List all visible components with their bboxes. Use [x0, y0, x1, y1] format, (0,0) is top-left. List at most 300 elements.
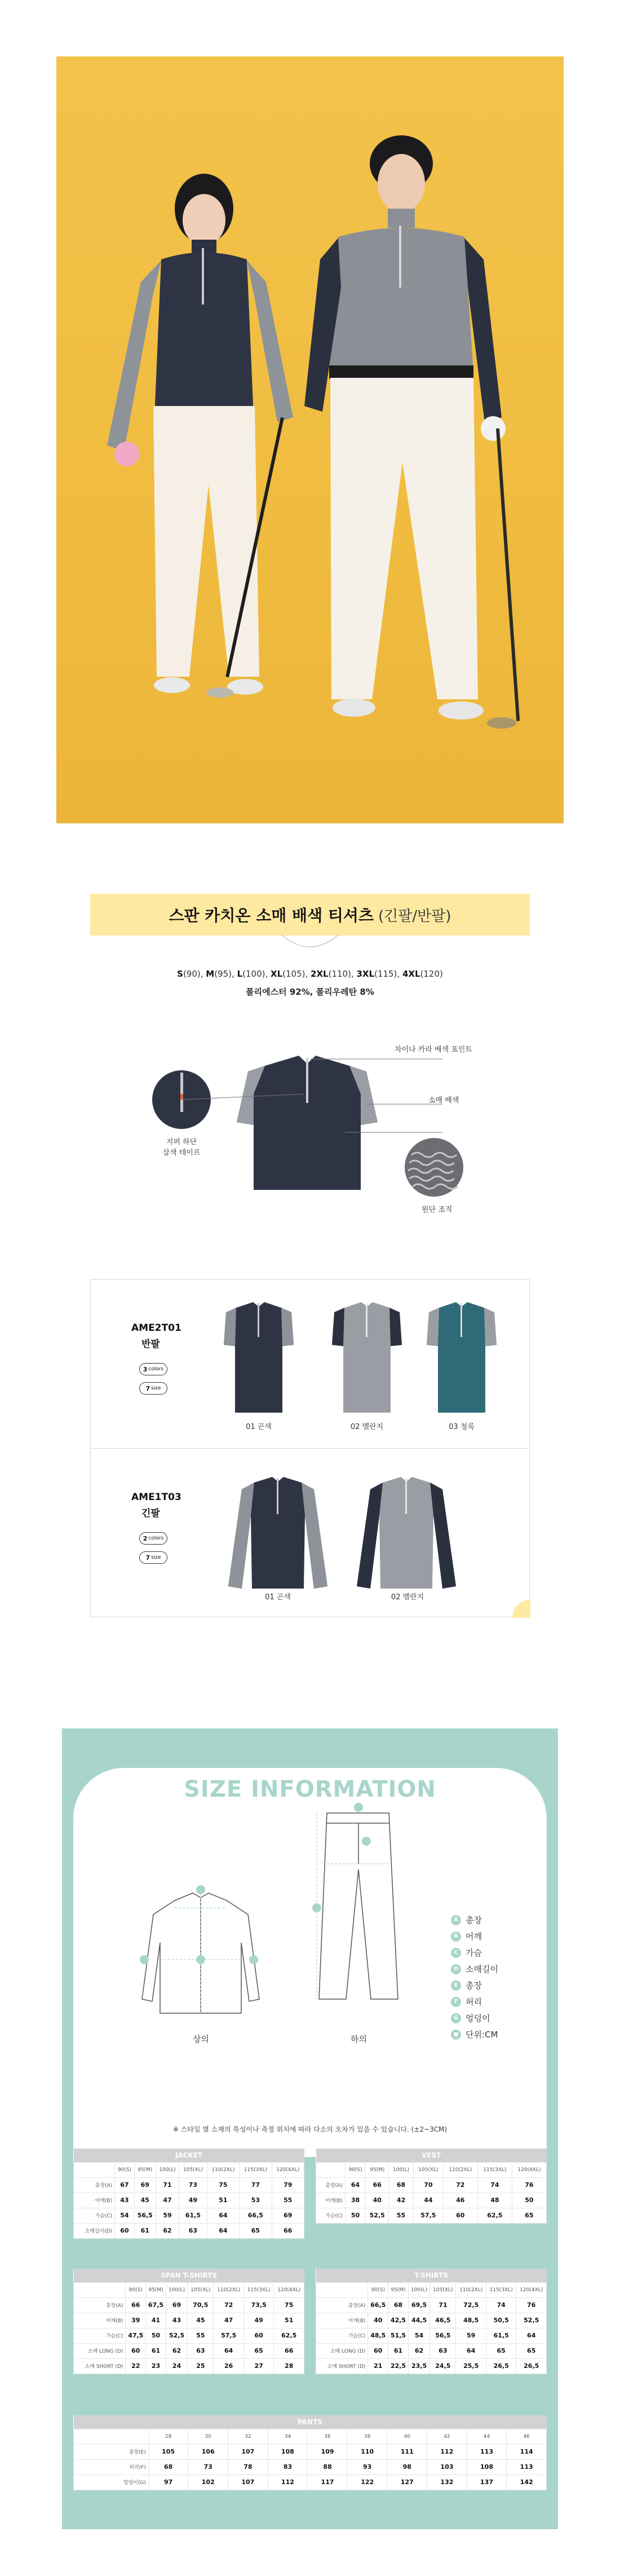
table-row: [74, 2313, 304, 2328]
table-cell: 65: [486, 2343, 516, 2358]
table-cell: 43: [115, 2193, 134, 2208]
table-cell: 60: [443, 2208, 477, 2223]
table-cell: 142: [507, 2474, 547, 2490]
header-cell: 42: [427, 2429, 467, 2444]
table-cell: 55: [188, 2328, 214, 2343]
header-cell: 100(L): [389, 2162, 414, 2177]
size-4xl: 4XL(120): [402, 969, 443, 979]
header-cell: 36: [308, 2429, 348, 2444]
table-cell: 21: [368, 2358, 388, 2374]
vest-size-table: [316, 2149, 547, 2224]
table-cell: 83: [268, 2459, 308, 2474]
bottom-label: 하의: [351, 2034, 367, 2044]
table-cell: 43: [166, 2313, 187, 2328]
zipper-label: 지퍼 하단 삼색 테이프: [162, 1138, 201, 1157]
table-cell: 69,5: [408, 2297, 429, 2313]
table-cell: 56,5: [134, 2208, 156, 2223]
jacket-size-table: [73, 2149, 304, 2239]
table-header-row: [316, 2282, 547, 2297]
table-cell: 42,5: [388, 2313, 409, 2328]
table-cell: 105: [148, 2444, 188, 2459]
table-cell: 가슴(C): [316, 2328, 368, 2343]
table-header-row: [316, 2162, 547, 2177]
table-cell: 106: [188, 2444, 228, 2459]
table-cell: 26,5: [516, 2358, 547, 2374]
table-cell: 총장(E): [74, 2444, 149, 2459]
table-cell: 66: [366, 2177, 389, 2193]
size-badge: 7 size: [139, 1382, 167, 1395]
table-cell: 61: [134, 2223, 156, 2238]
size-badge: 7 size: [139, 1551, 167, 1564]
product-kind: 긴팔: [141, 1508, 160, 1519]
colors-badge: 2 colors: [139, 1532, 167, 1545]
legend-item: E 총장: [451, 1977, 498, 1993]
table-cell: 65: [512, 2208, 546, 2223]
header-cell: 120(4XL): [512, 2162, 546, 2177]
man-figure: [304, 135, 520, 729]
header-cell: 28: [148, 2429, 188, 2444]
table-cell: 64: [456, 2343, 486, 2358]
table-cell: 57,5: [413, 2208, 443, 2223]
table-cell: 72: [214, 2297, 243, 2313]
table-cell: 107: [228, 2444, 268, 2459]
size-information-section: [62, 1728, 558, 2529]
size-s: S(90): [177, 969, 201, 979]
table-cell: 71: [430, 2297, 456, 2313]
header-cell: 120(4XL): [516, 2282, 547, 2297]
table-header-row: [74, 2162, 304, 2177]
table-cell: 44,5: [408, 2313, 429, 2328]
table-cell: 103: [427, 2459, 467, 2474]
header-cell: 105(XL): [430, 2282, 456, 2297]
table-cell: 소매길이(D): [74, 2223, 115, 2238]
header-cell: 46: [507, 2429, 547, 2444]
table-cell: 69: [134, 2177, 156, 2193]
size-note: ※ 스타일 별 소재의 특성이나 측정 위치에 따라 다소의 오차가 있을 수 있습니다. (±2~3CM): [172, 2125, 448, 2133]
fabric-label: 원단 조직: [422, 1206, 453, 1214]
table-cell: 총장(A): [74, 2297, 126, 2313]
table-cell: 75: [274, 2297, 304, 2313]
size-xl: XL(105): [271, 969, 305, 979]
table-cell: 25,5: [456, 2358, 486, 2374]
variant-caption: 01 곤색: [265, 1593, 291, 1602]
table-cell: 68: [148, 2459, 188, 2474]
table-cell: 67: [115, 2177, 134, 2193]
table-cell: 50: [345, 2208, 366, 2223]
shirt-ame1t03-navy-icon: [228, 1477, 327, 1589]
corner-stamp-icon: [502, 1590, 530, 1618]
table-row: [74, 2474, 547, 2490]
product-row-long-sleeve: [91, 1449, 529, 1617]
table-cell: 52,5: [516, 2313, 547, 2328]
table-cell: 24,5: [430, 2358, 456, 2374]
shirt-ame2t01-teal-icon: [427, 1302, 497, 1413]
table-cell: 63: [430, 2343, 456, 2358]
table-row: [74, 2208, 304, 2223]
table-cell: 76: [512, 2177, 546, 2193]
size-range-line: S(90), M(95), L(100), XL(105), 2XL(110), 3XL(115), 4XL(120): [177, 969, 443, 979]
header-cell: [74, 2282, 126, 2297]
table-cell: 62,5: [274, 2328, 304, 2343]
header-cell: 120(4XL): [274, 2282, 304, 2297]
table-cell: 가슴(C): [316, 2208, 346, 2223]
table-cell: 총장(A): [316, 2297, 368, 2313]
table-cell: 23,5: [408, 2358, 429, 2374]
tshirts-size-table: [316, 2269, 547, 2374]
header-cell: 110(2XL): [443, 2162, 477, 2177]
table-cell: 75: [207, 2177, 239, 2193]
shirt-ame2t01-navy-icon: [224, 1302, 294, 1413]
legend-item: ● 단위:CM: [451, 2026, 498, 2043]
collar-label: 차이나 카라 배색 포인트: [395, 1046, 472, 1054]
header-cell: [316, 2282, 368, 2297]
table-cell: 65: [240, 2223, 272, 2238]
table-cell: 65: [516, 2343, 547, 2358]
table-cell: 63: [179, 2223, 207, 2238]
variant-caption: 02 멜란지: [350, 1423, 384, 1431]
table-row: [74, 2223, 304, 2238]
table-title: VEST: [316, 2149, 547, 2162]
table-cell: 73: [179, 2177, 207, 2193]
table-title: JACKET: [74, 2149, 304, 2162]
table-cell: 59: [156, 2208, 179, 2223]
table-cell: 127: [387, 2474, 427, 2490]
table-cell: 73,5: [243, 2297, 273, 2313]
table-cell: 64: [207, 2208, 239, 2223]
pants-size-table: [73, 2415, 547, 2490]
table-cell: 76: [516, 2297, 547, 2313]
table-row: [74, 2459, 547, 2474]
table-cell: 66,5: [240, 2208, 272, 2223]
product-title-band: [90, 894, 530, 936]
table-row: [316, 2208, 547, 2223]
table-cell: 63: [188, 2343, 214, 2358]
table-cell: 54: [115, 2208, 134, 2223]
legend-item: C 가슴: [451, 1944, 498, 1961]
table-cell: 122: [347, 2474, 387, 2490]
header-cell: 115(3XL): [243, 2282, 273, 2297]
table-header-row: [74, 2429, 547, 2444]
table-cell: 22: [126, 2358, 146, 2374]
table-row: [316, 2193, 547, 2208]
table-cell: 50: [512, 2193, 546, 2208]
table-cell: 40: [368, 2313, 388, 2328]
table-cell: 42: [389, 2193, 414, 2208]
table-cell: 48,5: [368, 2328, 388, 2343]
product-code: AME1T03: [131, 1492, 181, 1503]
table-cell: 97: [148, 2474, 188, 2490]
table-cell: 26: [214, 2358, 243, 2374]
table-cell: 48,5: [456, 2313, 486, 2328]
size-l: L(100): [237, 969, 265, 979]
header-cell: 34: [268, 2429, 308, 2444]
product-row-short-sleeve: [91, 1280, 529, 1449]
table-cell: 66: [274, 2343, 304, 2358]
size-3xl: 3XL(115): [356, 969, 397, 979]
table-cell: 68: [389, 2177, 414, 2193]
product-kind: 반팔: [141, 1339, 160, 1350]
table-title: T-SHIRTS: [316, 2269, 547, 2282]
table-row: [74, 2328, 304, 2343]
table-title: PANTS: [74, 2415, 547, 2429]
table-cell: 65: [243, 2343, 273, 2358]
table-cell: 71: [156, 2177, 179, 2193]
table-cell: 112: [268, 2474, 308, 2490]
table-cell: 가슴(C): [74, 2328, 126, 2343]
header-cell: 115(3XL): [486, 2282, 516, 2297]
span-tshirts-size-table: [73, 2269, 304, 2374]
table-cell: 52,5: [366, 2208, 389, 2223]
table-cell: 38: [345, 2193, 366, 2208]
table-cell: 113: [467, 2444, 507, 2459]
table-cell: 55: [389, 2208, 414, 2223]
table-cell: 소매 LONG (D): [74, 2343, 126, 2358]
table-cell: 79: [272, 2177, 304, 2193]
table-cell: 총장(A): [316, 2177, 346, 2193]
table-cell: 49: [243, 2313, 273, 2328]
table-cell: 48: [477, 2193, 512, 2208]
table-cell: 72: [443, 2177, 477, 2193]
table-cell: 45: [188, 2313, 214, 2328]
table-cell: 67,5: [146, 2297, 166, 2313]
table-cell: 110: [347, 2444, 387, 2459]
table-cell: 74: [486, 2297, 516, 2313]
pants-diagram-icon: [319, 1813, 398, 1999]
table-cell: 어깨(B): [74, 2193, 115, 2208]
header-cell: 32: [228, 2429, 268, 2444]
table-header-row: [74, 2282, 304, 2297]
variant-caption: 03 청록: [449, 1423, 475, 1431]
table-cell: 56,5: [430, 2328, 456, 2343]
table-cell: 64: [207, 2223, 239, 2238]
table-cell: 60: [243, 2328, 273, 2343]
table-cell: 98: [387, 2459, 427, 2474]
table-cell: 60: [115, 2223, 134, 2238]
table-cell: 74: [477, 2177, 512, 2193]
table-cell: 62: [166, 2343, 187, 2358]
legend-item: G 엉덩이: [451, 2010, 498, 2026]
header-cell: 30: [188, 2429, 228, 2444]
table-cell: 77: [240, 2177, 272, 2193]
table-cell: 소매 LONG (D): [316, 2343, 368, 2358]
header-cell: 95(M): [146, 2282, 166, 2297]
table-cell: 64: [214, 2343, 243, 2358]
table-cell: 26,5: [486, 2358, 516, 2374]
shirt-ame2t01-melange-icon: [332, 1302, 402, 1413]
table-cell: 57,5: [214, 2328, 243, 2343]
table-cell: 50,5: [486, 2313, 516, 2328]
table-cell: 22,5: [388, 2358, 409, 2374]
product-code: AME2T01: [131, 1322, 181, 1334]
table-cell: 66,5: [368, 2297, 388, 2313]
hero-photo: [56, 56, 564, 823]
table-cell: 28: [274, 2358, 304, 2374]
variant-caption: 01 곤색: [246, 1423, 272, 1431]
table-cell: 59: [456, 2328, 486, 2343]
shirt-ame1t03-melange-icon: [357, 1477, 456, 1589]
table-row: [316, 2313, 547, 2328]
table-cell: 93: [347, 2459, 387, 2474]
table-cell: 62: [156, 2223, 179, 2238]
table-cell: 109: [308, 2444, 348, 2459]
top-label: 상의: [193, 2034, 209, 2044]
header-cell: 120(4XL): [272, 2162, 304, 2177]
hero-illustration: [56, 56, 564, 823]
table-row: [74, 2343, 304, 2358]
table-cell: 47: [156, 2193, 179, 2208]
table-cell: 45: [134, 2193, 156, 2208]
header-cell: 100(L): [408, 2282, 429, 2297]
table-cell: 78: [228, 2459, 268, 2474]
variant-caption: 02 멜란지: [391, 1593, 424, 1602]
table-cell: 111: [387, 2444, 427, 2459]
table-cell: 61: [146, 2343, 166, 2358]
header-cell: [74, 2429, 149, 2444]
table-cell: 44: [413, 2193, 443, 2208]
product-variant-table: [90, 1279, 530, 1617]
table-cell: 102: [188, 2474, 228, 2490]
header-cell: [74, 2162, 115, 2177]
table-cell: 137: [467, 2474, 507, 2490]
table-cell: 108: [268, 2444, 308, 2459]
header-cell: 90(S): [345, 2162, 366, 2177]
table-cell: 117: [308, 2474, 348, 2490]
header-cell: 95(M): [134, 2162, 156, 2177]
table-cell: 51: [274, 2313, 304, 2328]
table-row: [74, 2297, 304, 2313]
table-cell: 51,5: [388, 2328, 409, 2343]
table-cell: 47,5: [126, 2328, 146, 2343]
header-cell: 105(XL): [188, 2282, 214, 2297]
header-cell: 110(2XL): [456, 2282, 486, 2297]
size-legend: [451, 1912, 498, 2043]
table-cell: 70: [413, 2177, 443, 2193]
table-cell: 49: [179, 2193, 207, 2208]
product-title-sub: (긴팔/반팔): [378, 907, 451, 925]
header-cell: 100(L): [156, 2162, 179, 2177]
legend-item: D 소매길이: [451, 1961, 498, 1977]
table-row: [316, 2343, 547, 2358]
header-cell: 105(XL): [179, 2162, 207, 2177]
table-cell: 어깨(B): [316, 2193, 346, 2208]
table-cell: 24: [166, 2358, 187, 2374]
table-cell: 66: [272, 2223, 304, 2238]
size-info-title: SIZE INFORMATION: [184, 1776, 436, 1802]
header-cell: 105(XL): [413, 2162, 443, 2177]
table-cell: 60: [126, 2343, 146, 2358]
table-cell: 64: [516, 2328, 547, 2343]
table-cell: 50: [146, 2328, 166, 2343]
table-cell: 54: [408, 2328, 429, 2343]
table-cell: 소매 SHORT (D): [74, 2358, 126, 2374]
header-cell: 38: [347, 2429, 387, 2444]
table-cell: 어깨(B): [316, 2313, 368, 2328]
header-cell: 40: [387, 2429, 427, 2444]
legend-item: A 총장: [451, 1912, 498, 1928]
table-cell: 어깨(B): [74, 2313, 126, 2328]
table-cell: 소매 SHORT (D): [316, 2358, 368, 2374]
header-cell: [316, 2162, 346, 2177]
table-cell: 40: [366, 2193, 389, 2208]
table-cell: 61,5: [486, 2328, 516, 2343]
table-cell: 62,5: [477, 2208, 512, 2223]
table-cell: 60: [368, 2343, 388, 2358]
table-cell: 132: [427, 2474, 467, 2490]
table-row: [316, 2328, 547, 2343]
table-cell: 총장(A): [74, 2177, 115, 2193]
table-cell: 47: [214, 2313, 243, 2328]
table-cell: 66: [126, 2297, 146, 2313]
header-cell: 95(M): [388, 2282, 409, 2297]
table-row: [316, 2358, 547, 2374]
table-cell: 25: [188, 2358, 214, 2374]
size-m: M(95): [206, 969, 232, 979]
table-row: [74, 2358, 304, 2374]
header-cell: 44: [467, 2429, 507, 2444]
table-cell: 61,5: [179, 2208, 207, 2223]
table-cell: 108: [467, 2459, 507, 2474]
table-cell: 69: [166, 2297, 187, 2313]
table-cell: 53: [240, 2193, 272, 2208]
header-cell: 110(2XL): [207, 2162, 239, 2177]
table-cell: 69: [272, 2208, 304, 2223]
table-cell: 27: [243, 2358, 273, 2374]
header-cell: 115(3XL): [477, 2162, 512, 2177]
table-row: [316, 2297, 547, 2313]
header-cell: 100(L): [166, 2282, 187, 2297]
title-curve-decoration: [281, 934, 339, 951]
table-cell: 72,5: [456, 2297, 486, 2313]
header-cell: 115(3XL): [240, 2162, 272, 2177]
table-cell: 68: [388, 2297, 409, 2313]
table-row: [316, 2177, 547, 2193]
table-cell: 107: [228, 2474, 268, 2490]
table-cell: 41: [146, 2313, 166, 2328]
size-2xl: 2XL(110): [311, 969, 351, 979]
header-cell: 90(S): [368, 2282, 388, 2297]
table-cell: 64: [345, 2177, 366, 2193]
table-title: SPAN T-SHIRTS: [74, 2269, 304, 2282]
table-cell: 73: [188, 2459, 228, 2474]
table-cell: 61: [388, 2343, 409, 2358]
legend-item: B 어깨: [451, 1928, 498, 1944]
table-cell: 51: [207, 2193, 239, 2208]
table-cell: 허리(F): [74, 2459, 149, 2474]
header-cell: 90(S): [126, 2282, 146, 2297]
colors-badge: 3 colors: [139, 1363, 167, 1375]
table-row: [74, 2177, 304, 2193]
header-cell: 110(2XL): [214, 2282, 243, 2297]
fabric-composition: 폴리에스터 92%, 폴리우레탄 8%: [246, 987, 374, 997]
table-cell: 114: [507, 2444, 547, 2459]
legend-item: F 허리: [451, 1993, 498, 2010]
table-cell: 62: [408, 2343, 429, 2358]
feature-section: [0, 1009, 620, 1258]
table-cell: 52,5: [166, 2328, 187, 2343]
table-cell: 46,5: [430, 2313, 456, 2328]
table-cell: 113: [507, 2459, 547, 2474]
table-cell: 112: [427, 2444, 467, 2459]
woman-figure: [107, 174, 293, 698]
product-title: 스판 카치온 소매 배색 티셔츠: [169, 906, 374, 925]
header-cell: 95(M): [366, 2162, 389, 2177]
header-cell: 90(S): [115, 2162, 134, 2177]
table-cell: 39: [126, 2313, 146, 2328]
table-cell: 70,5: [188, 2297, 214, 2313]
table-cell: 46: [443, 2193, 477, 2208]
table-cell: 엉덩이(G): [74, 2474, 149, 2490]
table-cell: 23: [146, 2358, 166, 2374]
